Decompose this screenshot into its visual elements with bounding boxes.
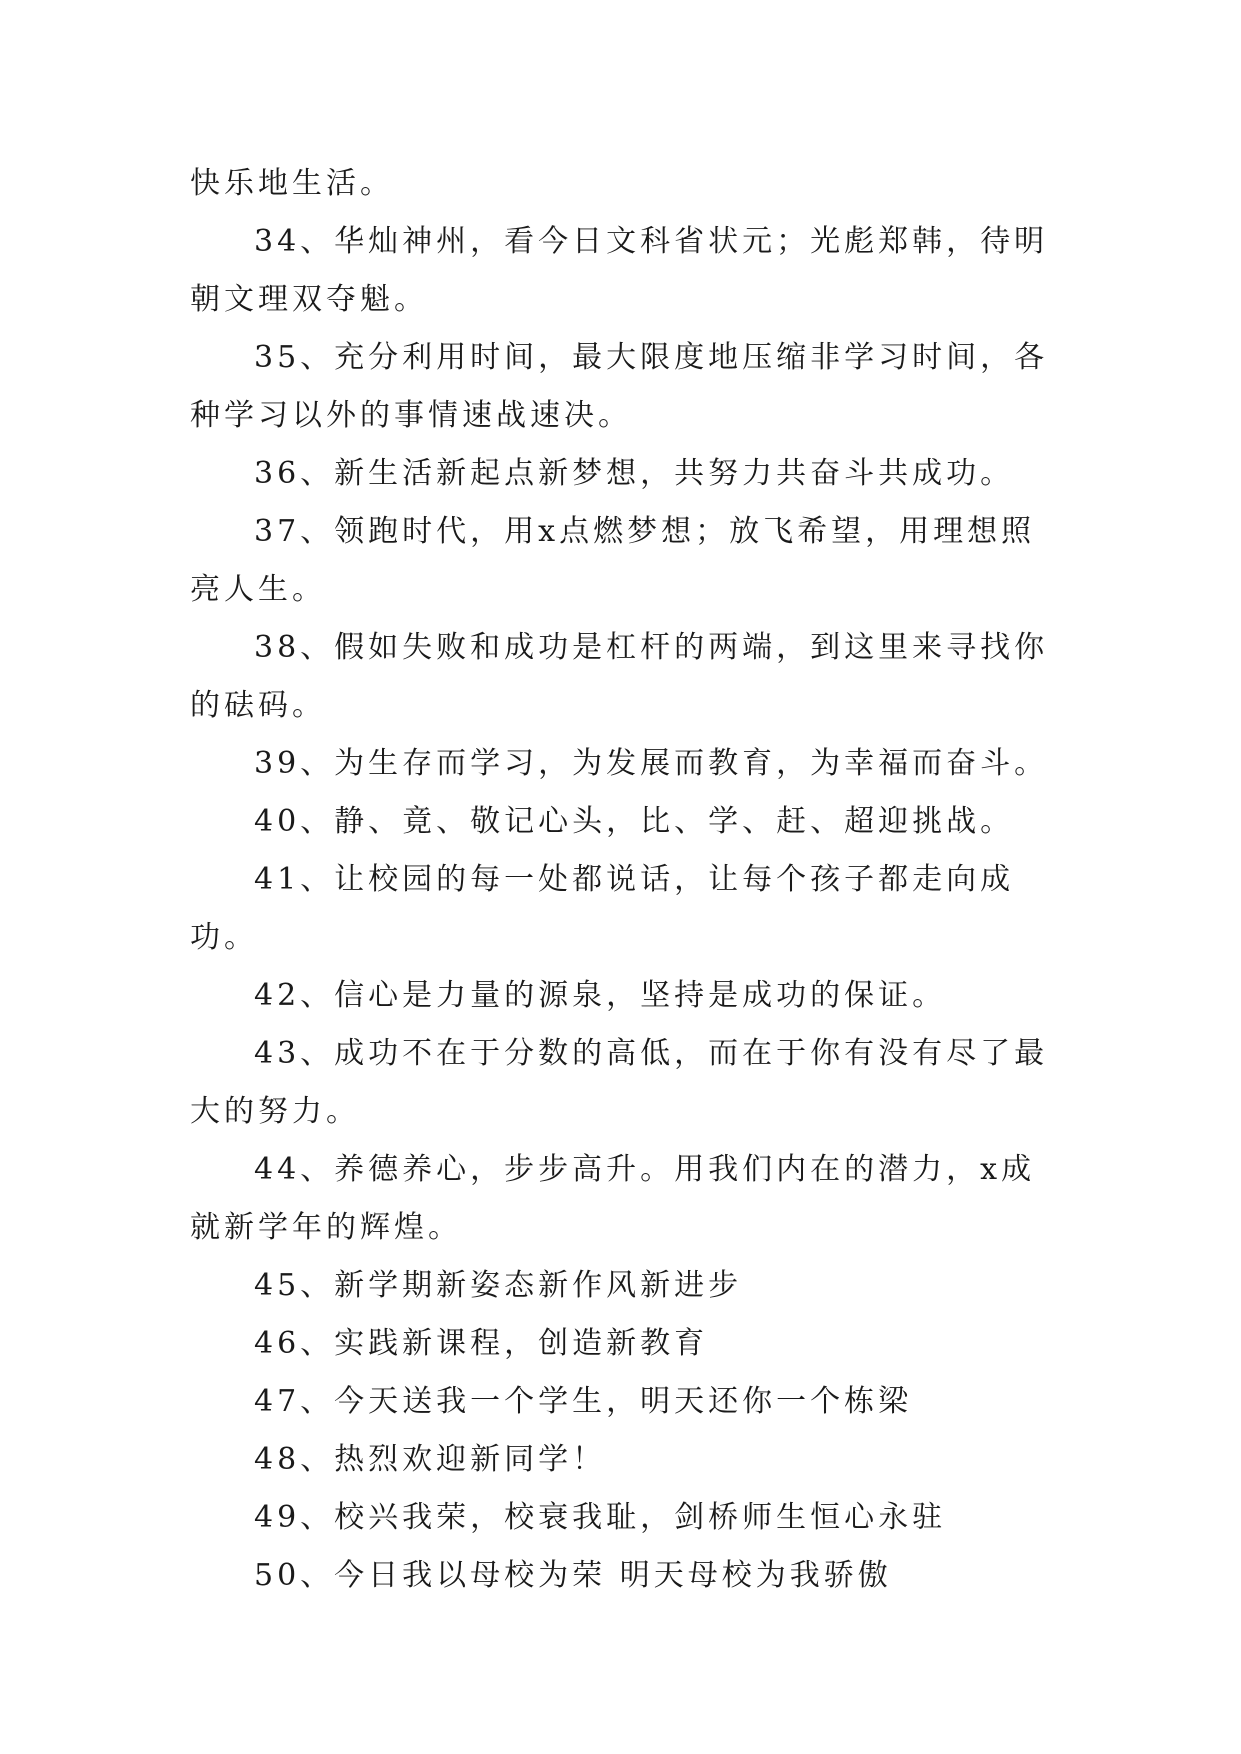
paragraph-item-45: 45、新学期新姿态新作风新进步 <box>254 1268 743 1303</box>
paragraph-item-39: 39、为生存而学习，为发展而教育，为幸福而奋斗。 <box>254 746 1049 781</box>
paragraph-item-34: 34、华灿神州，看今日文科省状元；光彪郑韩，待明朝文理双夺魁。 <box>190 224 1049 317</box>
paragraph-item-37: 37、领跑时代，用x点燃梦想；放飞希望，用理想照亮人生。 <box>190 514 1036 607</box>
paragraph-item-40: 40、静、竟、敬记心头，比、学、赶、超迎挑战。 <box>254 804 1015 839</box>
paragraph-item-41: 41、让校园的每一处都说话，让每个孩子都走向成功。 <box>190 862 1015 955</box>
paragraph-item-36: 36、新生活新起点新梦想，共努力共奋斗共成功。 <box>254 456 1015 491</box>
paragraph-item-47: 47、今天送我一个学生，明天还你一个栋梁 <box>254 1384 913 1419</box>
paragraph-item-43: 43、成功不在于分数的高低，而在于你有没有尽了最大的努力。 <box>190 1036 1049 1129</box>
paragraph-item-49: 49、校兴我荣，校衰我耻，剑桥师生恒心永驻 <box>254 1500 947 1535</box>
paragraph-item-44: 44、养德养心，步步高升。用我们内在的潜力，x成就新学年的辉煌。 <box>190 1152 1036 1245</box>
paragraph-item-46: 46、实践新课程，创造新教育 <box>254 1326 709 1361</box>
paragraph-item-48: 48、热烈欢迎新同学！ <box>254 1442 607 1477</box>
paragraph-continuation: 快乐地生活。 <box>190 166 394 201</box>
document-body <box>190 155 1050 1605</box>
paragraph-item-38: 38、假如失败和成功是杠杆的两端，到这里来寻找你的砝码。 <box>190 630 1049 723</box>
paragraph-item-35: 35、充分利用时间，最大限度地压缩非学习时间，各种学习以外的事情速战速决。 <box>190 340 1049 433</box>
paragraph-item-50: 50、今日我以母校为荣 明天母校为我骄傲 <box>254 1558 892 1593</box>
paragraph-item-42: 42、信心是力量的源泉，坚持是成功的保证。 <box>254 978 947 1013</box>
